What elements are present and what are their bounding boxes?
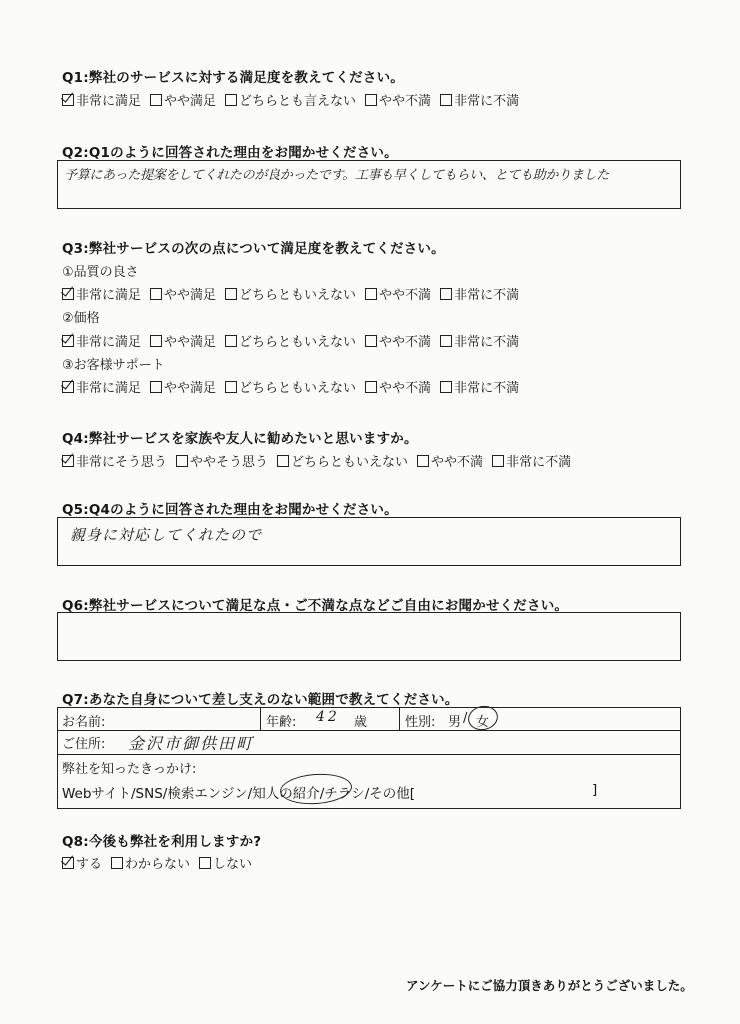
q2-answer-text: 予算にあった提案をしてくれたのが良かったです。工事も早くしてもらい、とても助かりました xyxy=(64,168,609,183)
checkbox-icon[interactable] xyxy=(150,335,162,347)
checkbox-icon[interactable] xyxy=(225,335,237,347)
q5-title: Q5:Q4のように回答された理由をお聞かせください。 xyxy=(62,502,398,518)
q3-option[interactable]: やや満足 xyxy=(150,377,216,396)
q4-option[interactable]: ややそう思う xyxy=(176,451,268,470)
q8-option[interactable]: しない xyxy=(199,853,252,872)
q3-option[interactable]: やや不満 xyxy=(365,377,431,396)
checkbox-icon[interactable] xyxy=(150,288,162,300)
q4-option[interactable]: やや不満 xyxy=(417,451,483,470)
checkbox-icon[interactable] xyxy=(440,288,452,300)
q3-option[interactable]: 非常に不満 xyxy=(440,331,519,350)
age-unit: 歳 xyxy=(354,715,368,730)
checkbox-icon[interactable] xyxy=(365,381,377,393)
checkbox-icon[interactable] xyxy=(176,455,188,467)
q3-option[interactable]: どちらともいえない xyxy=(225,377,356,396)
checkbox-icon[interactable] xyxy=(440,381,452,393)
checkbox-icon[interactable] xyxy=(277,455,289,467)
checkbox-icon[interactable] xyxy=(365,288,377,300)
q3-option[interactable]: やや不満 xyxy=(365,331,431,350)
q2-title: Q2:Q1のように回答された理由をお聞かせください。 xyxy=(62,145,398,161)
checkbox-checked-icon[interactable] xyxy=(62,335,74,347)
q3-option[interactable]: 非常に満足 xyxy=(62,284,141,303)
checkbox-icon[interactable] xyxy=(150,94,162,106)
q4-option[interactable]: どちらともいえない xyxy=(277,451,408,470)
q3-option[interactable]: やや満足 xyxy=(150,331,216,350)
q3-option[interactable]: 非常に満足 xyxy=(62,377,141,396)
selection-circle-icon xyxy=(466,703,500,733)
cell-divider xyxy=(260,708,261,730)
checkbox-icon[interactable] xyxy=(440,94,452,106)
source-label: 弊社を知ったきっかけ: xyxy=(62,762,197,777)
checkbox-icon[interactable] xyxy=(150,381,162,393)
source-close-bracket: ] xyxy=(592,782,598,798)
q4-options xyxy=(62,451,580,470)
address-label: ご住所: xyxy=(62,737,106,752)
q3-option[interactable]: やや満足 xyxy=(150,284,216,303)
q1-option[interactable]: どちらとも言えない xyxy=(225,90,356,109)
q7-profile-table xyxy=(57,707,681,809)
q4-option[interactable]: 非常にそう思う xyxy=(62,451,167,470)
checkbox-icon[interactable] xyxy=(199,857,211,869)
q3-item-label: ③お客様サポート xyxy=(62,358,165,373)
q3-option[interactable]: 非常に不満 xyxy=(440,284,519,303)
age-label: 年齢: xyxy=(266,715,297,730)
thanks-message: アンケートにご協力頂きありがとうございました。 xyxy=(406,978,693,993)
checkbox-icon[interactable] xyxy=(225,381,237,393)
q8-option[interactable]: する xyxy=(62,853,102,872)
q8-options xyxy=(62,853,261,872)
age-value: 42 xyxy=(316,709,340,725)
checkbox-checked-icon[interactable] xyxy=(62,455,74,467)
q3-item2-options xyxy=(62,331,528,350)
q7-row-basic xyxy=(58,708,680,731)
checkbox-icon[interactable] xyxy=(225,94,237,106)
q4-title: Q4:弊社サービスを家族や友人に勧めたいと思いますか。 xyxy=(62,431,418,447)
checkbox-icon[interactable] xyxy=(365,94,377,106)
q3-item1-options xyxy=(62,284,528,303)
q1-options xyxy=(62,90,528,109)
q3-title: Q3:弊社サービスの次の点について満足度を教えてください。 xyxy=(62,241,445,257)
name-label: お名前: xyxy=(62,715,106,730)
checkbox-icon[interactable] xyxy=(365,335,377,347)
checkbox-checked-icon[interactable] xyxy=(62,857,74,869)
q3-item-label: ②価格 xyxy=(62,311,100,326)
q3-item3-options xyxy=(62,377,528,396)
gender-male[interactable]: 男 xyxy=(448,715,462,730)
q3-option[interactable]: どちらともいえない xyxy=(225,284,356,303)
q3-option[interactable]: どちらともいえない xyxy=(225,331,356,350)
q7-title: Q7:あなた自身について差し支えのない範囲で教えてください。 xyxy=(62,692,459,708)
q3-item-label: ①品質の良さ xyxy=(62,265,139,280)
checkbox-icon[interactable] xyxy=(417,455,429,467)
checkbox-icon[interactable] xyxy=(440,335,452,347)
checkbox-icon[interactable] xyxy=(111,857,123,869)
q7-row-source xyxy=(58,754,680,808)
checkbox-icon[interactable] xyxy=(492,455,504,467)
gender-female[interactable]: 女 xyxy=(476,715,490,730)
q6-answer-box[interactable] xyxy=(57,612,681,661)
address-value: 金沢市御供田町 xyxy=(128,734,255,753)
q1-option[interactable]: やや不満 xyxy=(365,90,431,109)
q1-option[interactable]: 非常に不満 xyxy=(440,90,519,109)
q8-option[interactable]: わからない xyxy=(111,853,190,872)
q1-title: Q1:弊社のサービスに対する満足度を教えてください。 xyxy=(62,70,404,86)
cell-divider xyxy=(399,708,400,730)
q3-option[interactable]: やや不満 xyxy=(365,284,431,303)
checkbox-checked-icon[interactable] xyxy=(62,288,74,300)
checkbox-checked-icon[interactable] xyxy=(62,94,74,106)
q3-option[interactable]: 非常に満足 xyxy=(62,331,141,350)
q8-title: Q8:今後も弊社を利用しますか? xyxy=(62,834,262,850)
q1-option[interactable]: 非常に満足 xyxy=(62,90,141,109)
q6-title: Q6:弊社サービスについて満足な点・ご不満な点などご自由にお聞かせください。 xyxy=(62,598,569,614)
gender-slash: / xyxy=(463,711,468,726)
q5-answer-text: 親身に対応してくれたので xyxy=(70,526,263,544)
q4-option[interactable]: 非常に不満 xyxy=(492,451,571,470)
q1-option[interactable]: やや満足 xyxy=(150,90,216,109)
q7-row-address xyxy=(58,730,680,755)
source-options[interactable]: Webサイト/SNS/検索エンジン/知人の紹介/チラシ/その他[ xyxy=(62,786,416,802)
gender-label: 性別: xyxy=(405,715,436,730)
checkbox-icon[interactable] xyxy=(225,288,237,300)
q3-option[interactable]: 非常に不満 xyxy=(440,377,519,396)
checkbox-checked-icon[interactable] xyxy=(62,381,74,393)
